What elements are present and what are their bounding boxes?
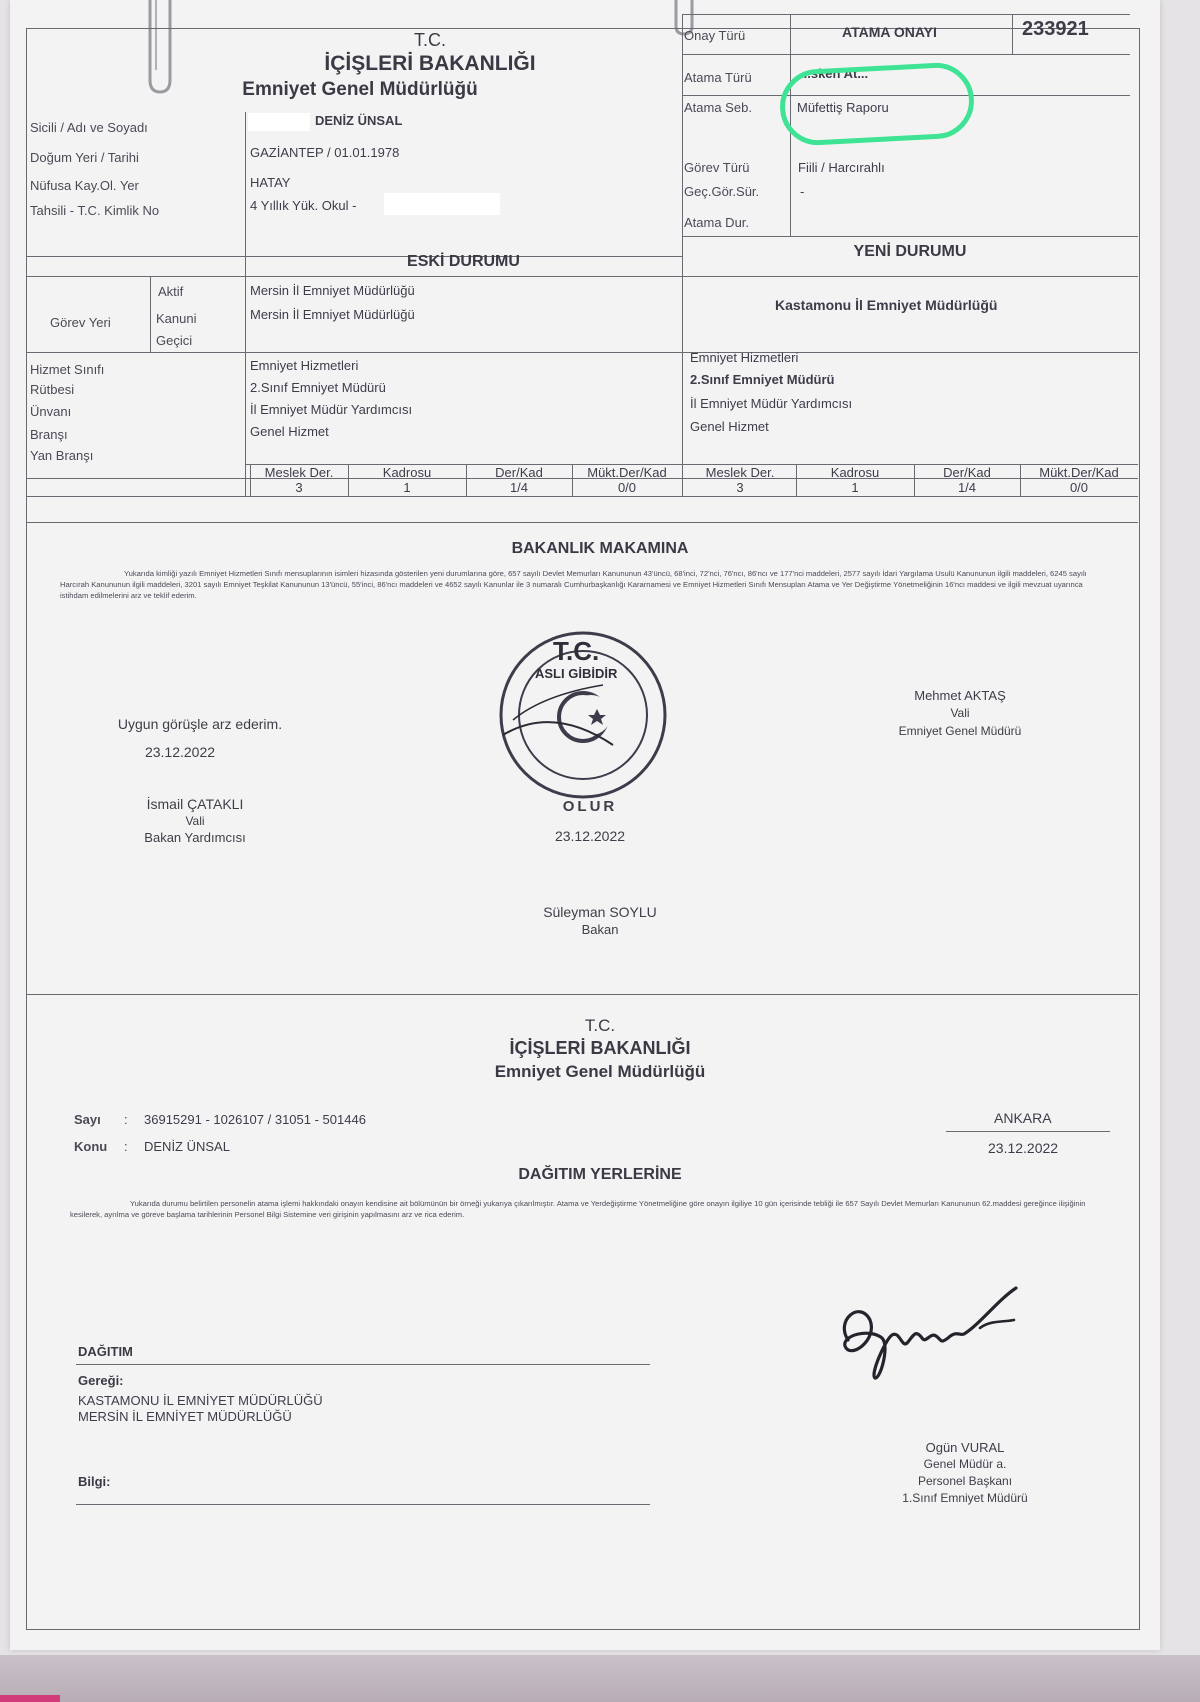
divider: [946, 1131, 1110, 1132]
divider: [682, 54, 1130, 55]
yeni-grade-header: Mükt.Der/Kad: [1039, 465, 1119, 480]
stamp-tc: T.C.: [553, 636, 600, 666]
approval-number: 233921: [1022, 18, 1089, 40]
dist-date: 23.12.2022: [988, 1140, 1059, 1156]
divider: [682, 464, 683, 496]
yeni-unvan: İl Emniyet Müdür Yardımcısı: [690, 396, 853, 411]
atama-dur-label: Atama Dur.: [684, 215, 750, 230]
eski-unvan: İl Emniyet Müdür Yardımcısı: [250, 402, 413, 417]
colon: :: [124, 1139, 128, 1154]
divider: [26, 994, 1138, 995]
eski-rutbe: 2.Sınıf Emniyet Müdürü: [250, 380, 386, 395]
konu-value: DENİZ ÜNSAL: [144, 1139, 230, 1154]
divider: [682, 14, 1130, 15]
eski-header: ESKİ DURUMU: [407, 253, 520, 270]
gorev-turu-label: Görev Türü: [684, 160, 750, 175]
yeni-grade-value: 0/0: [1069, 480, 1089, 495]
signer-name: Ogün VURAL: [925, 1440, 1005, 1455]
konu-label: Konu: [74, 1139, 108, 1154]
aktif-label: Aktif: [158, 284, 184, 299]
minister-name: Süleyman SOYLU: [543, 904, 657, 920]
olur-date: 23.12.2022: [554, 828, 626, 844]
bilgi-label: Bilgi:: [78, 1474, 111, 1489]
divider: [76, 1364, 650, 1365]
highlight-circle: [778, 61, 976, 147]
eski-grade-header: Meslek Der.: [264, 465, 334, 480]
gec-gor-sur-label: Geç.Gör.Sür.: [684, 184, 760, 199]
gecici-label: Geçici: [156, 333, 193, 348]
right-title2: Emniyet Genel Müdürü: [898, 724, 1022, 738]
eski-hizmet: Emniyet Hizmetleri: [250, 358, 359, 373]
divider: [245, 276, 246, 496]
dist-ministry: İÇİŞLERİ BAKANLIĞI: [509, 1038, 691, 1058]
divider: [26, 522, 1138, 523]
tahsil-label: Tahsili - T.C. Kimlik No: [30, 203, 160, 218]
yeni-hizmet: Emniyet Hizmetleri: [690, 350, 799, 365]
bransi-label: Branşı: [30, 427, 68, 442]
divider: [26, 352, 1138, 353]
right-name: Mehmet AKTAŞ: [914, 688, 1006, 703]
gec-gor-sur-value: -: [800, 184, 805, 199]
yeni-gorev-yeri: Kastamonu İl Emniyet Müdürlüğü: [775, 297, 998, 313]
atama-turu-label: Atama Türü: [684, 70, 752, 85]
signer-title1: Genel Müdür a.: [923, 1457, 1007, 1471]
yeni-grade-header: Meslek Der.: [705, 465, 775, 480]
atama-seb-label: Atama Seb.: [684, 100, 752, 115]
yeni-brans: Genel Hizmet: [690, 419, 769, 434]
eski-grade-value: 0/0: [617, 480, 637, 495]
dogum-label: Doğum Yeri / Tarihi: [30, 150, 139, 165]
redaction: [384, 193, 500, 215]
bakanlik-heading: BAKANLIK MAKAMINA: [511, 540, 689, 557]
dogum-value: GAZİANTEP / 01.01.1978: [250, 145, 400, 160]
divider: [250, 464, 251, 496]
header-ministry: İÇİŞLERİ BAKANLIĞI: [324, 52, 536, 75]
kanuni-label: Kanuni: [156, 311, 197, 326]
dagitim-label: DAĞITIM: [78, 1344, 133, 1359]
redaction: [248, 113, 310, 131]
yeni-grade-header: Der/Kad: [943, 465, 991, 480]
dist-directorate: Emniyet Genel Müdürlüğü: [494, 1062, 706, 1081]
divider: [682, 236, 1138, 237]
gorev-yeri-label: Görev Yeri: [50, 315, 111, 330]
eski-grade-header: Kadrosu: [382, 465, 432, 480]
yeni-header: YENİ DURUMU: [853, 243, 967, 260]
onay-turu-label: Onay Türü: [684, 28, 746, 43]
colon: :: [124, 1112, 128, 1127]
atama-turu-value: ...sken At...: [800, 66, 869, 81]
dist-heading: DAĞITIM YERLERİNE: [518, 1166, 682, 1183]
sicil-value: DENİZ ÜNSAL: [315, 113, 403, 128]
left-date: 23.12.2022: [144, 744, 216, 760]
handwritten-signature: [830, 1280, 1030, 1390]
yeni-rutbe: 2.Sınıf Emniyet Müdürü: [690, 372, 835, 387]
sayi-label: Sayı: [74, 1112, 101, 1127]
eski-grade-value: 1: [403, 480, 411, 495]
divider: [682, 236, 683, 496]
yeni-grade-value: 1: [851, 480, 859, 495]
yeni-grade-value: 3: [736, 480, 744, 495]
hizmet-sinifi-label: Hizmet Sınıfı: [30, 362, 105, 377]
yeni-grade-header: Kadrosu: [830, 465, 880, 480]
nufus-label: Nüfusa Kay.Ol. Yer: [30, 178, 139, 193]
divider: [26, 276, 1138, 277]
geregi-item-1: KASTAMONU İL EMNİYET MÜDÜRLÜĞÜ: [78, 1393, 323, 1408]
minister-title: Bakan: [581, 922, 619, 937]
geregi-label: Gereği:: [78, 1373, 124, 1388]
eski-grade-header: Mükt.Der/Kad: [587, 465, 667, 480]
eski-aktif: Mersin İl Emniyet Müdürlüğü: [250, 283, 415, 298]
unvani-label: Ünvanı: [30, 404, 72, 419]
table-surface: [0, 1655, 1200, 1702]
divider: [26, 496, 1138, 497]
city: ANKARA: [994, 1110, 1052, 1126]
right-title1: Vali: [950, 706, 970, 720]
left-title2: Bakan Yardımcısı: [144, 830, 246, 845]
rutbesi-label: Rütbesi: [30, 382, 75, 397]
yan-bransi-label: Yan Branşı: [30, 448, 94, 463]
left-name: İsmail ÇATAKLI: [146, 796, 244, 812]
tahsil-value: 4 Yıllık Yük. Okul -: [250, 198, 357, 213]
stamp-asli-gibidir: ASLI GİBİDİR: [535, 666, 618, 681]
divider: [76, 1504, 650, 1505]
left-arz: Uygun görüşle arz ederim.: [117, 716, 283, 732]
onay-turu-value: ATAMA ONAYI: [842, 24, 937, 40]
nufus-value: HATAY: [250, 175, 291, 190]
yeni-grade-value: 1/4: [957, 480, 977, 495]
header-tc: T.C.: [413, 30, 446, 50]
signer-title2: Personel Başkanı: [917, 1474, 1013, 1488]
atama-seb-value: Müfettiş Raporu: [797, 100, 889, 115]
eski-grade-value: 3: [295, 480, 303, 495]
eski-grade-header: Der/Kad: [495, 465, 543, 480]
sayi-value: 36915291 - 1026107 / 31051 - 501446: [144, 1112, 366, 1127]
signer-title3: 1.Sınıf Emniyet Müdürü: [902, 1491, 1028, 1505]
olur-label: OLUR: [562, 798, 618, 815]
eski-grade-value: 1/4: [509, 480, 529, 495]
divider: [1012, 14, 1013, 54]
eski-kanuni: Mersin İl Emniyet Müdürlüğü: [250, 307, 415, 322]
divider: [682, 14, 683, 252]
dist-paragraph: Yukarıda durumu belirtilen personelin atama işlemi hakkındaki onayın kendisine ait bölümünün bir örneği yukarıya çıkarılmıştır. Atama ve Yerdeğiştirme Yönetmeliğine göre onayın ilgiliye 10 gün içerisinde tebliği ile 657 Sayılı Devlet Memurları Kanununun 62.maddesi gereğince ilişiğinin kesilerek, ayrılma ve göreve başlama tarihlerinin Personel Bilgi Sistemine veri girişinin yapılmasını arz ve rica ederim.: [70, 1199, 1086, 1219]
divider: [150, 276, 151, 352]
eski-brans: Genel Hizmet: [250, 424, 329, 439]
bakanlik-paragraph: Yukarıda kimliği yazılı Emniyet Hizmetleri Sınıfı mensuplarının isimleri hizasında gösterilen yeni durumlarına göre, 657 sayılı Devlet Memurları Kanununun 43'üncü, 68'inci, 72'nci, 76'ncı, 86'ncı ve 177'nci maddeleri, 2577 sayılı İdari Yargılama Usulü Kanununun ilgili maddeleri, 6245 sayılı Harcırah Kanununun ilgili maddeleri, 3201 sayılı Emniyet Teşkilat Kanununun 13'üncü, 55'inci, 86'ncı maddeleri ve 4652 sayılı Kanunlar ile 3 numaralı Cumhurbaşkanlığı Kararnamesi ve Emniyet Hizmetleri Sınıfı Mensupları Atama ve Yer Değiştirme Yönetmeliğinin 16'ncı maddesi ve ilgili mevzuat uyarınca istihdam edilmelerini arz ve teklif ederim.: [60, 569, 1087, 600]
sicil-label: Sicili / Adı ve Soyadı: [30, 120, 148, 135]
left-title1: Vali: [185, 814, 205, 828]
gorev-turu-value: Fiili / Harcırahlı: [798, 160, 885, 175]
header-directorate: Emniyet Genel Müdürlüğü: [242, 79, 478, 100]
dist-tc: T.C.: [584, 1016, 616, 1035]
geregi-item-2: MERSİN İL EMNİYET MÜDÜRLÜĞÜ: [78, 1409, 292, 1424]
